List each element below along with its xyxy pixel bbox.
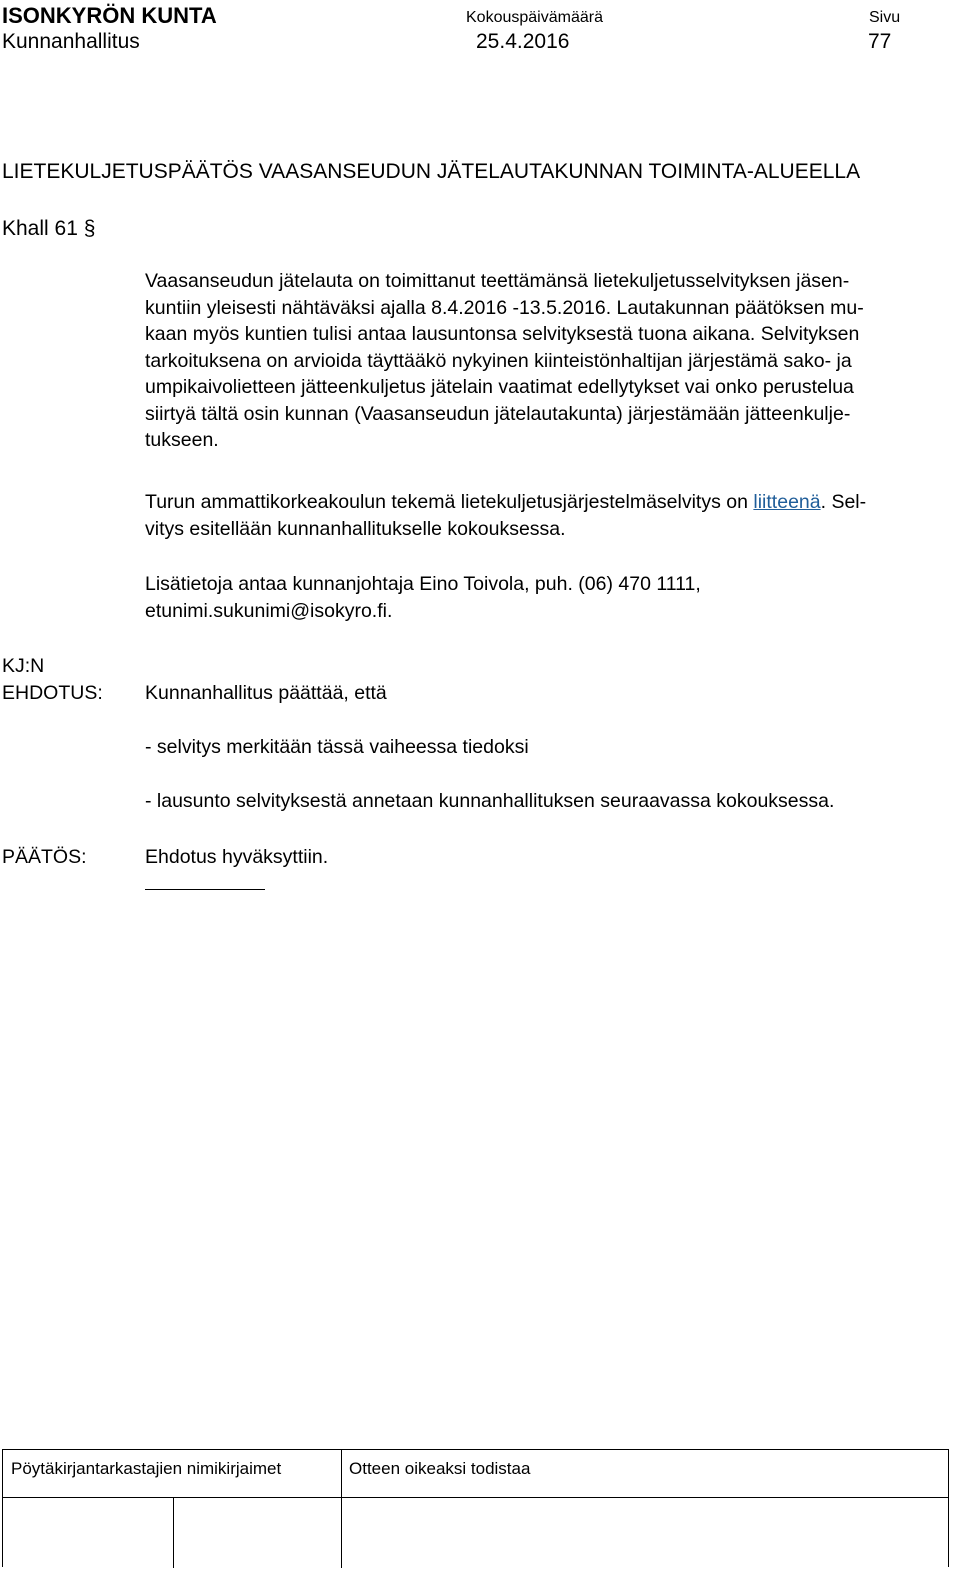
paragraph-line: kaan myös kuntien tulisi antaa lausuntonsa selvityksestä tuona aikana. Selvityksen	[145, 323, 860, 345]
section-number: Khall 61 §	[2, 217, 96, 240]
proposal-text: Kunnanhallitus päättää, että	[145, 682, 387, 704]
page-number: 77	[868, 30, 892, 53]
page-label: Sivu	[869, 9, 901, 26]
attachment-link[interactable]: liitteenä	[753, 491, 821, 513]
signature-header-row	[3, 1450, 948, 1498]
decision-label: PÄÄTÖS:	[2, 846, 87, 868]
proposal-label	[2, 653, 103, 706]
paragraph-background	[145, 268, 955, 454]
paragraph-line: umpikaivolietteen jätteenkuljetus jätelain vaatimat edellytykset vai onko perustelua	[145, 376, 854, 398]
department-name: Kunnanhallitus	[2, 30, 140, 53]
contact-line: Lisätietoja antaa kunnanjohtaja Eino Toivola, puh. (06) 470 1111,	[145, 573, 701, 595]
paragraph-line: siirtyä tältä osin kunnan (Vaasanseudun jätelautakunta) järjestämään jätteenkulje-	[145, 402, 851, 425]
meeting-date: 25.4.2016	[476, 30, 570, 53]
certification-label: Otteen oikeaksi todistaa	[349, 1459, 531, 1478]
column-divider	[341, 1450, 342, 1498]
organization-name: ISONKYRÖN KUNTA	[2, 3, 217, 28]
paragraph-line: kuntiin yleisesti nähtäväksi ajalla 8.4.2016 -13.5.2016. Lautakunnan päätöksen mu-	[145, 296, 864, 319]
attachment-line	[145, 489, 955, 516]
paragraph-line: Vaasanseudun jätelauta on toimittanut teettämänsä lietekuljetusselvityksen jäsen-	[145, 270, 850, 292]
proposal-label-line2: EHDOTUS:	[2, 681, 103, 704]
separator-line	[145, 889, 265, 890]
proposal-item: - selvitys merkitään tässä vaiheessa tiedoksi	[145, 736, 529, 758]
attachment-paragraph	[145, 489, 955, 542]
paragraph-line: tarkoituksena on arvioida täyttääkö nykyinen kiinteistönhaltijan järjestämä sako- ja	[145, 349, 852, 372]
column-divider	[341, 1498, 342, 1568]
column-divider	[173, 1498, 174, 1568]
date-label: Kokouspäivämäärä	[466, 9, 603, 26]
attachment-text: Turun ammattikorkeakoulun tekemä lietekuljetusjärjestelmäselvitys on	[145, 491, 754, 513]
contact-email: etunimi.sukunimi@isokyro.fi.	[145, 599, 393, 622]
contact-paragraph	[145, 571, 955, 624]
inspectors-initials-label: Pöytäkirjantarkastajien nimikirjaimet	[11, 1459, 282, 1478]
paragraph-line: tukseen.	[145, 429, 219, 451]
proposal-item: - lausunto selvityksestä annetaan kunnanhallituksen seuraavassa kokouksessa.	[145, 790, 835, 812]
attachment-text-end: . Sel-	[820, 491, 867, 513]
decision-text: Ehdotus hyväksyttiin.	[145, 846, 329, 868]
signature-table	[2, 1449, 949, 1567]
document-title: LIETEKULJETUSPÄÄTÖS VAASANSEUDUN JÄTELAUTAKUNNAN TOIMINTA-ALUEELLA	[2, 160, 861, 183]
proposal-label-line1: KJ:N	[2, 655, 45, 677]
attachment-line-2: vitys esitellään kunnanhallitukselle kokouksessa.	[145, 517, 566, 540]
